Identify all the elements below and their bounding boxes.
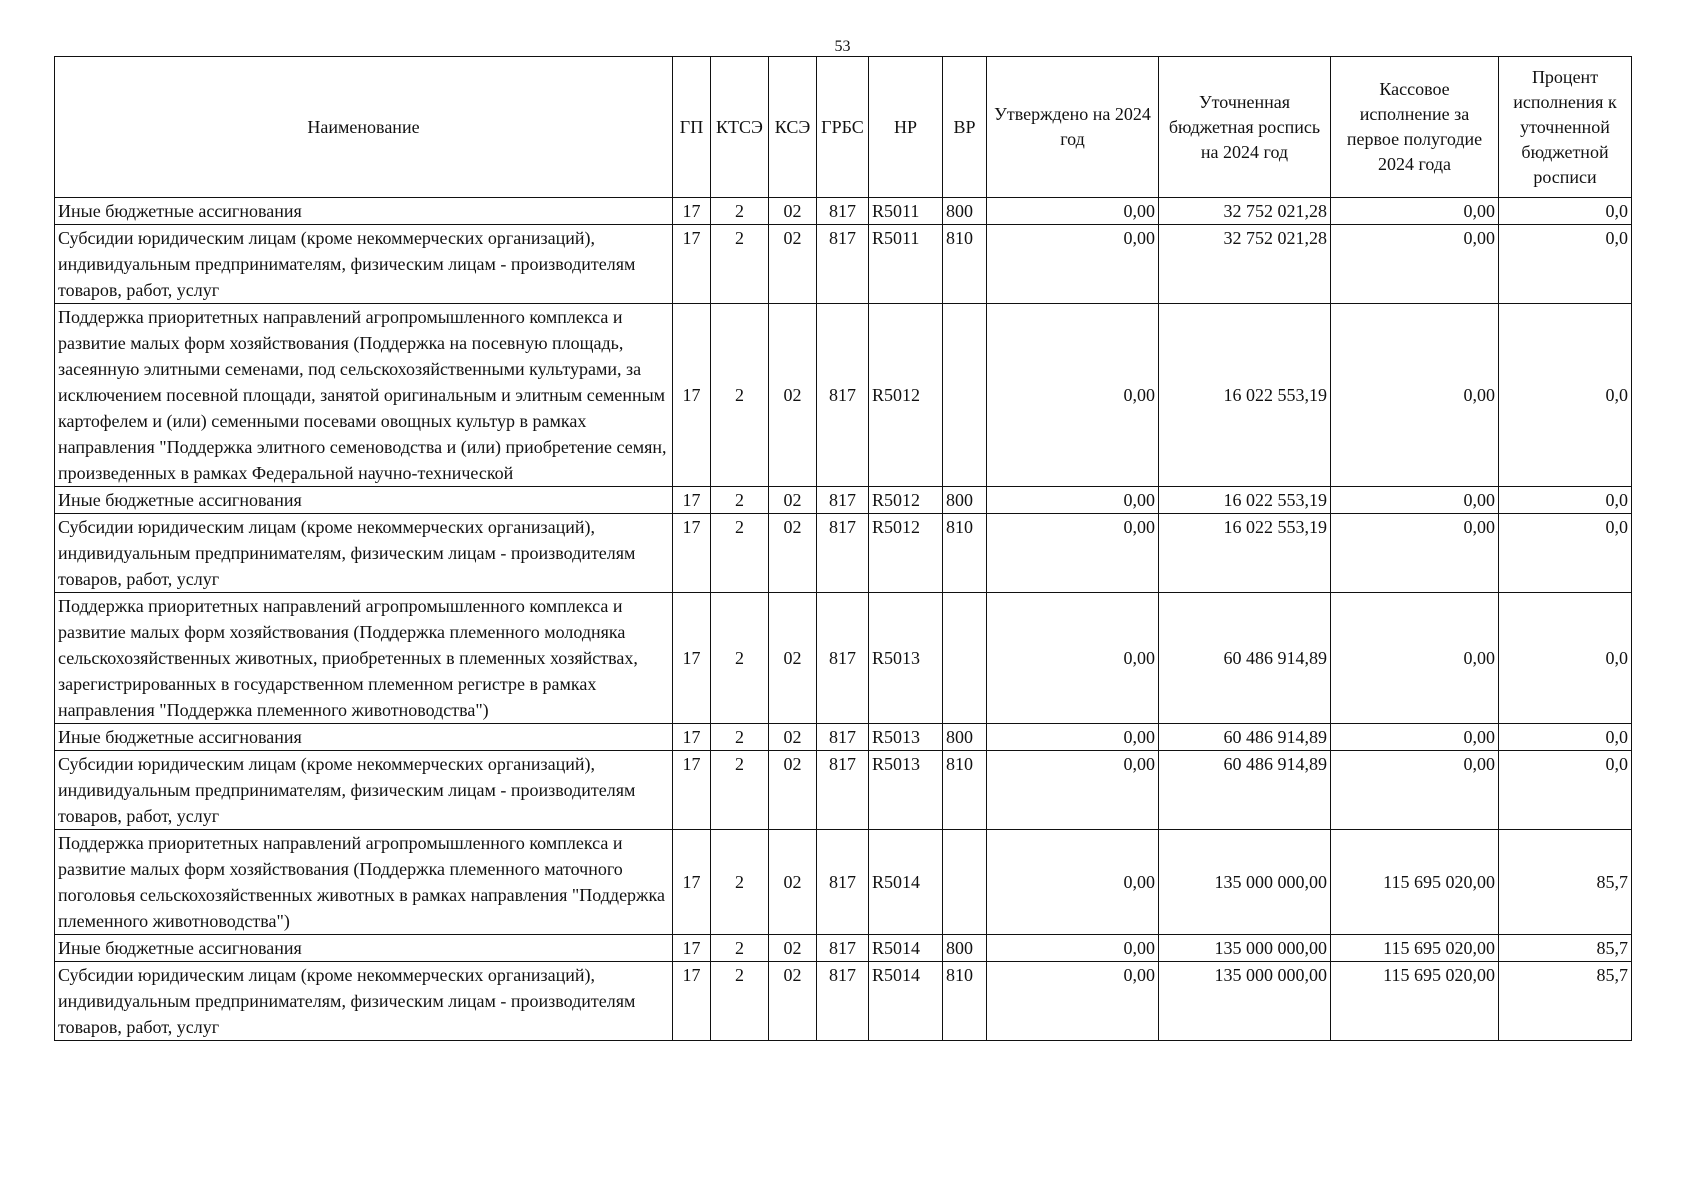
table-row [55,935,1632,962]
row-cash: 0,00 [1331,304,1499,487]
row-vr: 810 [943,751,987,830]
row-name: Субсидии юридическим лицам (кроме некоммерческих организаций), индивидуальным предпринимателям, физическим лицам - производителям товаров, работ, услуг [55,514,673,593]
table-row [55,225,1632,304]
row-approved: 0,00 [987,593,1159,724]
row-refined: 16 022 553,19 [1159,514,1331,593]
table-row [55,724,1632,751]
row-cash: 0,00 [1331,724,1499,751]
row-kse: 02 [769,935,817,962]
row-gp: 17 [673,935,711,962]
table-row [55,830,1632,935]
row-cash: 0,00 [1331,593,1499,724]
row-np: R5011 [869,198,943,225]
row-refined: 135 000 000,00 [1159,830,1331,935]
header-refined: Уточненная бюджетная роспись на 2024 год [1159,57,1331,198]
row-vr [943,830,987,935]
row-kse: 02 [769,198,817,225]
row-np: R5013 [869,751,943,830]
table-row [55,487,1632,514]
row-vr: 810 [943,514,987,593]
row-name: Субсидии юридическим лицам (кроме некоммерческих организаций), индивидуальным предпринимателям, физическим лицам - производителям товаров, работ, услуг [55,751,673,830]
header-cash: Кассовое исполнение за первое полугодие 2024 года [1331,57,1499,198]
row-grbs: 817 [817,487,869,514]
row-cash: 0,00 [1331,751,1499,830]
row-ktse: 2 [711,198,769,225]
row-gp: 17 [673,830,711,935]
row-refined: 60 486 914,89 [1159,751,1331,830]
row-cash: 115 695 020,00 [1331,935,1499,962]
row-grbs: 817 [817,830,869,935]
row-refined: 32 752 021,28 [1159,225,1331,304]
row-gp: 17 [673,487,711,514]
header-vr: ВР [943,57,987,198]
row-cash: 0,00 [1331,225,1499,304]
row-approved: 0,00 [987,751,1159,830]
row-approved: 0,00 [987,935,1159,962]
row-kse: 02 [769,304,817,487]
row-name: Иные бюджетные ассигнования [55,724,673,751]
table-row [55,514,1632,593]
row-grbs: 817 [817,198,869,225]
row-percent: 0,0 [1499,304,1632,487]
row-ktse: 2 [711,225,769,304]
row-ktse: 2 [711,487,769,514]
row-name: Поддержка приоритетных направлений агропромышленного комплекса и развитие малых форм хозяйствования (Поддержка на посевную площадь, засеянную элитными семенами, под сельскохозяйственными культурами, за исключением посевной площади, занятой оригинальным и элитным семенным картофелем и (или) семенными посевами овощных культур в рамках направления "Поддержка элитного семеноводства и (или) приобретение семян, произведенных в рамках Федеральной научно-технической [55,304,673,487]
row-grbs: 817 [817,225,869,304]
row-percent: 0,0 [1499,198,1632,225]
row-np: R5013 [869,724,943,751]
row-cash: 115 695 020,00 [1331,962,1499,1041]
row-cash: 0,00 [1331,514,1499,593]
row-np: R5014 [869,935,943,962]
row-grbs: 817 [817,724,869,751]
row-np: R5012 [869,487,943,514]
row-refined: 32 752 021,28 [1159,198,1331,225]
row-kse: 02 [769,487,817,514]
header-name: Наименование [55,57,673,198]
row-refined: 16 022 553,19 [1159,304,1331,487]
header-grbs: ГРБС [817,57,869,198]
row-percent: 85,7 [1499,935,1632,962]
row-ktse: 2 [711,935,769,962]
row-grbs: 817 [817,751,869,830]
row-percent: 0,0 [1499,225,1632,304]
header-ktse: КТСЭ [711,57,769,198]
row-vr [943,593,987,724]
row-name: Поддержка приоритетных направлений агропромышленного комплекса и развитие малых форм хозяйствования (Поддержка племенного маточного поголовья сельскохозяйственных животных в рамках направления "Поддержка племенного животноводства") [55,830,673,935]
row-percent: 0,0 [1499,487,1632,514]
row-grbs: 817 [817,962,869,1041]
row-name: Субсидии юридическим лицам (кроме некоммерческих организаций), индивидуальным предпринимателям, физическим лицам - производителям товаров, работ, услуг [55,962,673,1041]
row-approved: 0,00 [987,304,1159,487]
row-kse: 02 [769,514,817,593]
row-kse: 02 [769,593,817,724]
row-percent: 0,0 [1499,514,1632,593]
row-np: R5012 [869,304,943,487]
row-cash: 0,00 [1331,198,1499,225]
table-header-row [55,57,1632,198]
row-gp: 17 [673,962,711,1041]
row-gp: 17 [673,304,711,487]
row-vr [943,304,987,487]
row-vr: 810 [943,225,987,304]
row-np: R5011 [869,225,943,304]
row-cash: 0,00 [1331,487,1499,514]
page-number: 53 [834,38,851,55]
row-np: R5013 [869,593,943,724]
row-kse: 02 [769,724,817,751]
row-approved: 0,00 [987,198,1159,225]
row-ktse: 2 [711,962,769,1041]
row-cash: 115 695 020,00 [1331,830,1499,935]
row-vr: 800 [943,487,987,514]
row-approved: 0,00 [987,962,1159,1041]
row-approved: 0,00 [987,724,1159,751]
row-np: R5014 [869,830,943,935]
row-vr: 800 [943,724,987,751]
row-name: Субсидии юридическим лицам (кроме некоммерческих организаций), индивидуальным предпринимателям, физическим лицам - производителям товаров, работ, услуг [55,225,673,304]
header-np: НР [869,57,943,198]
row-ktse: 2 [711,830,769,935]
header-gp: ГП [673,57,711,198]
row-ktse: 2 [711,724,769,751]
row-gp: 17 [673,751,711,830]
table-row [55,304,1632,487]
row-percent: 0,0 [1499,593,1632,724]
table-row [55,962,1632,1041]
row-approved: 0,00 [987,225,1159,304]
row-ktse: 2 [711,751,769,830]
row-gp: 17 [673,225,711,304]
row-refined: 60 486 914,89 [1159,724,1331,751]
header-kse: КСЭ [769,57,817,198]
row-kse: 02 [769,751,817,830]
row-name: Иные бюджетные ассигнования [55,198,673,225]
row-ktse: 2 [711,514,769,593]
row-name: Иные бюджетные ассигнования [55,487,673,514]
row-gp: 17 [673,724,711,751]
row-approved: 0,00 [987,514,1159,593]
row-approved: 0,00 [987,487,1159,514]
row-grbs: 817 [817,935,869,962]
row-ktse: 2 [711,593,769,724]
row-np: R5014 [869,962,943,1041]
row-gp: 17 [673,593,711,724]
row-kse: 02 [769,225,817,304]
table-row [55,751,1632,830]
row-refined: 16 022 553,19 [1159,487,1331,514]
header-approved: Утверждено на 2024 год [987,57,1159,198]
row-vr: 800 [943,935,987,962]
row-approved: 0,00 [987,830,1159,935]
header-percent: Процент исполнения к уточненной бюджетной росписи [1499,57,1632,198]
row-percent: 0,0 [1499,751,1632,830]
table-row [55,593,1632,724]
row-ktse: 2 [711,304,769,487]
row-grbs: 817 [817,514,869,593]
row-kse: 02 [769,830,817,935]
table-row [55,198,1632,225]
row-np: R5012 [869,514,943,593]
row-name: Поддержка приоритетных направлений агропромышленного комплекса и развитие малых форм хозяйствования (Поддержка племенного молодняка сельскохозяйственных животных, приобретенных в племенных хозяйствах, зарегистрированных в государственном племенном регистре в рамках направления "Поддержка племенного животноводства") [55,593,673,724]
row-refined: 135 000 000,00 [1159,935,1331,962]
row-name: Иные бюджетные ассигнования [55,935,673,962]
row-gp: 17 [673,514,711,593]
row-vr: 810 [943,962,987,1041]
row-kse: 02 [769,962,817,1041]
row-percent: 85,7 [1499,830,1632,935]
row-refined: 135 000 000,00 [1159,962,1331,1041]
row-refined: 60 486 914,89 [1159,593,1331,724]
row-percent: 0,0 [1499,724,1632,751]
row-grbs: 817 [817,593,869,724]
row-gp: 17 [673,198,711,225]
row-grbs: 817 [817,304,869,487]
row-vr: 800 [943,198,987,225]
row-percent: 85,7 [1499,962,1632,1041]
budget-table [54,56,1632,1041]
